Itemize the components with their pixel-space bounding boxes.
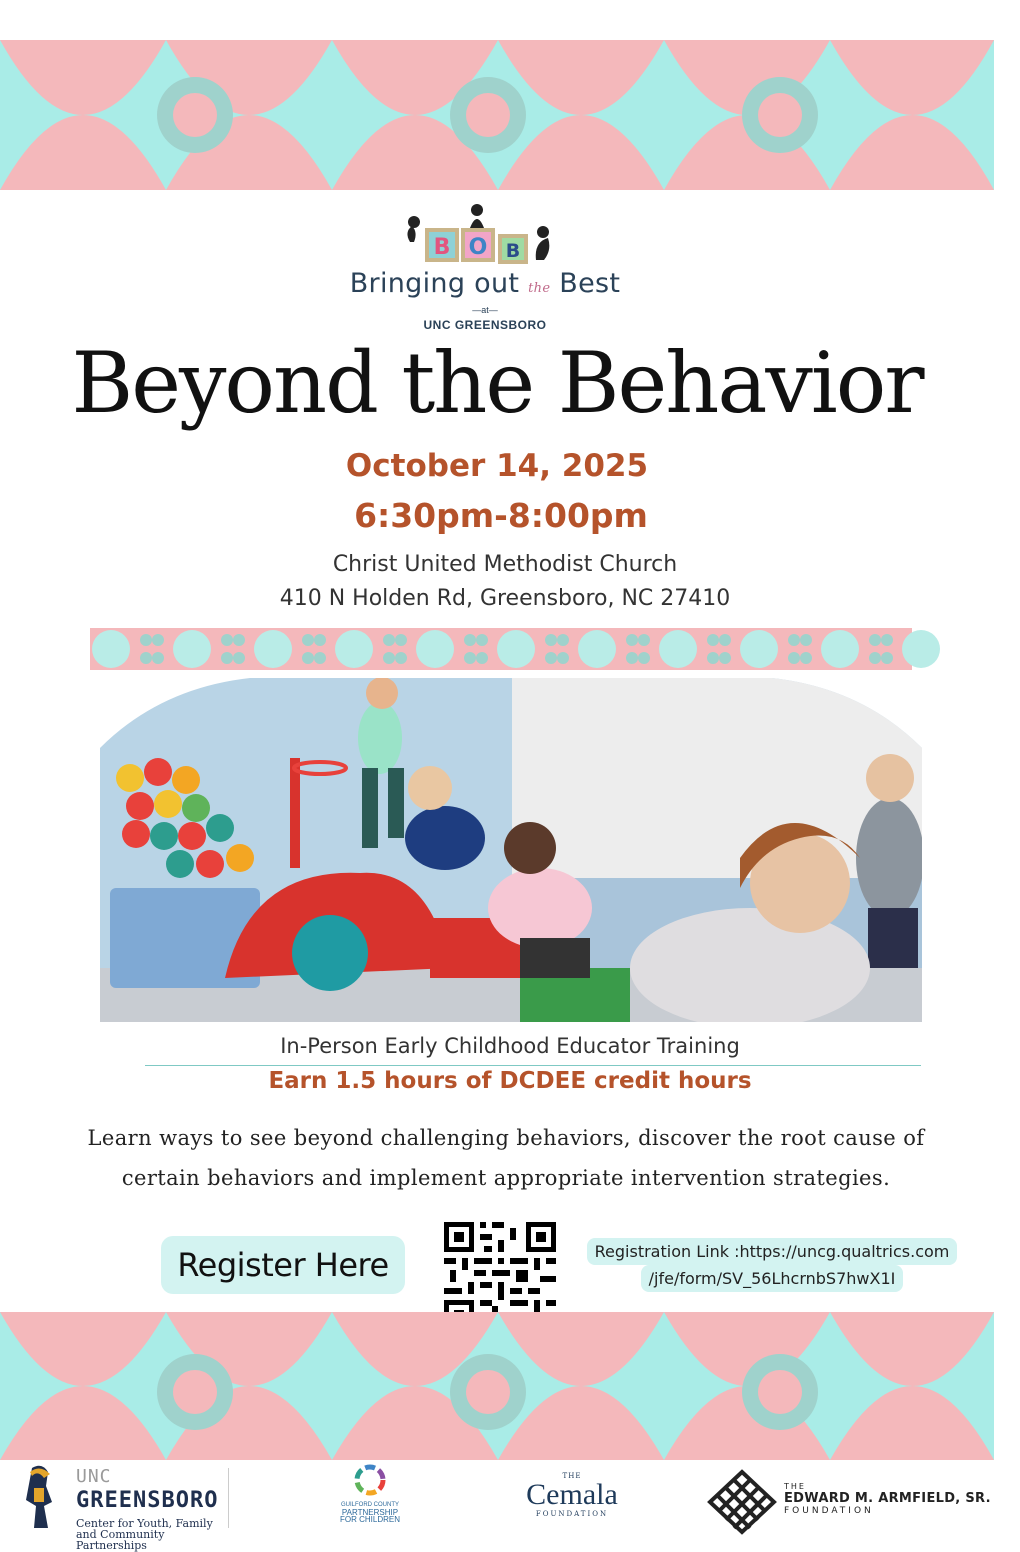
cemala-foundation: FOUNDATION: [535, 1510, 609, 1518]
bob-logo: [330, 198, 640, 338]
registration-link-line1[interactable]: Registration Link :https://uncg.qualtrics.com: [587, 1238, 958, 1265]
gcpc-line2: PARTNERSHIP: [341, 1508, 399, 1517]
registration-link[interactable]: [578, 1238, 966, 1292]
sponsor-logos: [0, 1462, 994, 1552]
logo-at: —at—: [472, 305, 498, 315]
cemala-the: THE: [562, 1472, 582, 1480]
training-rule: [145, 1065, 921, 1066]
bottom-decorative-band: [0, 1312, 994, 1460]
block-letter-3: B: [505, 240, 521, 262]
uncg-divider: [228, 1468, 229, 1528]
uncg-short: UNC: [76, 1466, 112, 1487]
logo-university: UNC GREENSBORO: [423, 318, 547, 332]
children-playing-photo: [100, 668, 922, 1022]
uncg-name: GREENSBORO: [76, 1488, 219, 1513]
event-date: October 14, 2025: [345, 448, 649, 484]
register-here-button[interactable]: Register Here: [161, 1236, 405, 1294]
credit-hours: Earn 1.5 hours of DCDEE credit hours: [268, 1068, 752, 1094]
uncg-sub-line1: Center for Youth, Family: [76, 1517, 213, 1530]
event-address: 410 N Holden Rd, Greensboro, NC 27410: [279, 586, 731, 611]
armfield-name: EDWARD M. ARMFIELD, SR.: [784, 1491, 991, 1506]
gcpc-logo: [330, 1462, 410, 1536]
training-type: In-Person Early Childhood Educator Training: [280, 1034, 740, 1058]
color-ring-icon: [330, 1462, 410, 1500]
uncg-sub-line2: and Community Partnerships: [76, 1528, 165, 1552]
event-time: 6:30pm-8:00pm: [354, 496, 648, 535]
gcpc-text: [330, 1502, 410, 1523]
cemala-name: Cemala: [526, 1478, 618, 1511]
armfield-foundation: FOUNDATION: [784, 1506, 874, 1516]
tagline-the: the: [528, 281, 551, 296]
armfield-the: THE: [784, 1482, 806, 1491]
uncg-subtitle: [76, 1518, 232, 1551]
armfield-text: [784, 1482, 991, 1516]
block-letter-1: B: [433, 235, 451, 260]
training-description: Learn ways to see beyond challenging behaviors, discover the root cause of certain behaviors and implement appropriate intervention strategies.: [87, 1126, 925, 1190]
gcpc-line1: GUILFORD COUNTY: [340, 1502, 399, 1508]
spartan-mascot-icon: [22, 1462, 56, 1532]
cemala-logo: [512, 1472, 632, 1518]
alphabet-blocks-icon: [330, 198, 640, 270]
block-letter-2: O: [468, 235, 488, 260]
tagline-part2: Best: [559, 268, 621, 299]
uncg-logo: [22, 1462, 232, 1552]
dots-divider: [90, 628, 912, 670]
logo-tagline: [330, 268, 640, 299]
woven-lattice-icon: [706, 1468, 778, 1536]
event-title: Beyond the Behavior: [71, 334, 923, 432]
gcpc-line3: FOR CHILDREN: [339, 1515, 400, 1524]
event-venue: Christ United Methodist Church: [332, 552, 678, 577]
registration-link-line2[interactable]: /jfe/form/SV_56LhcrnbS7hwX1I: [641, 1265, 904, 1292]
tagline-part1: Bringing out: [349, 268, 520, 299]
top-decorative-band: [0, 40, 994, 190]
